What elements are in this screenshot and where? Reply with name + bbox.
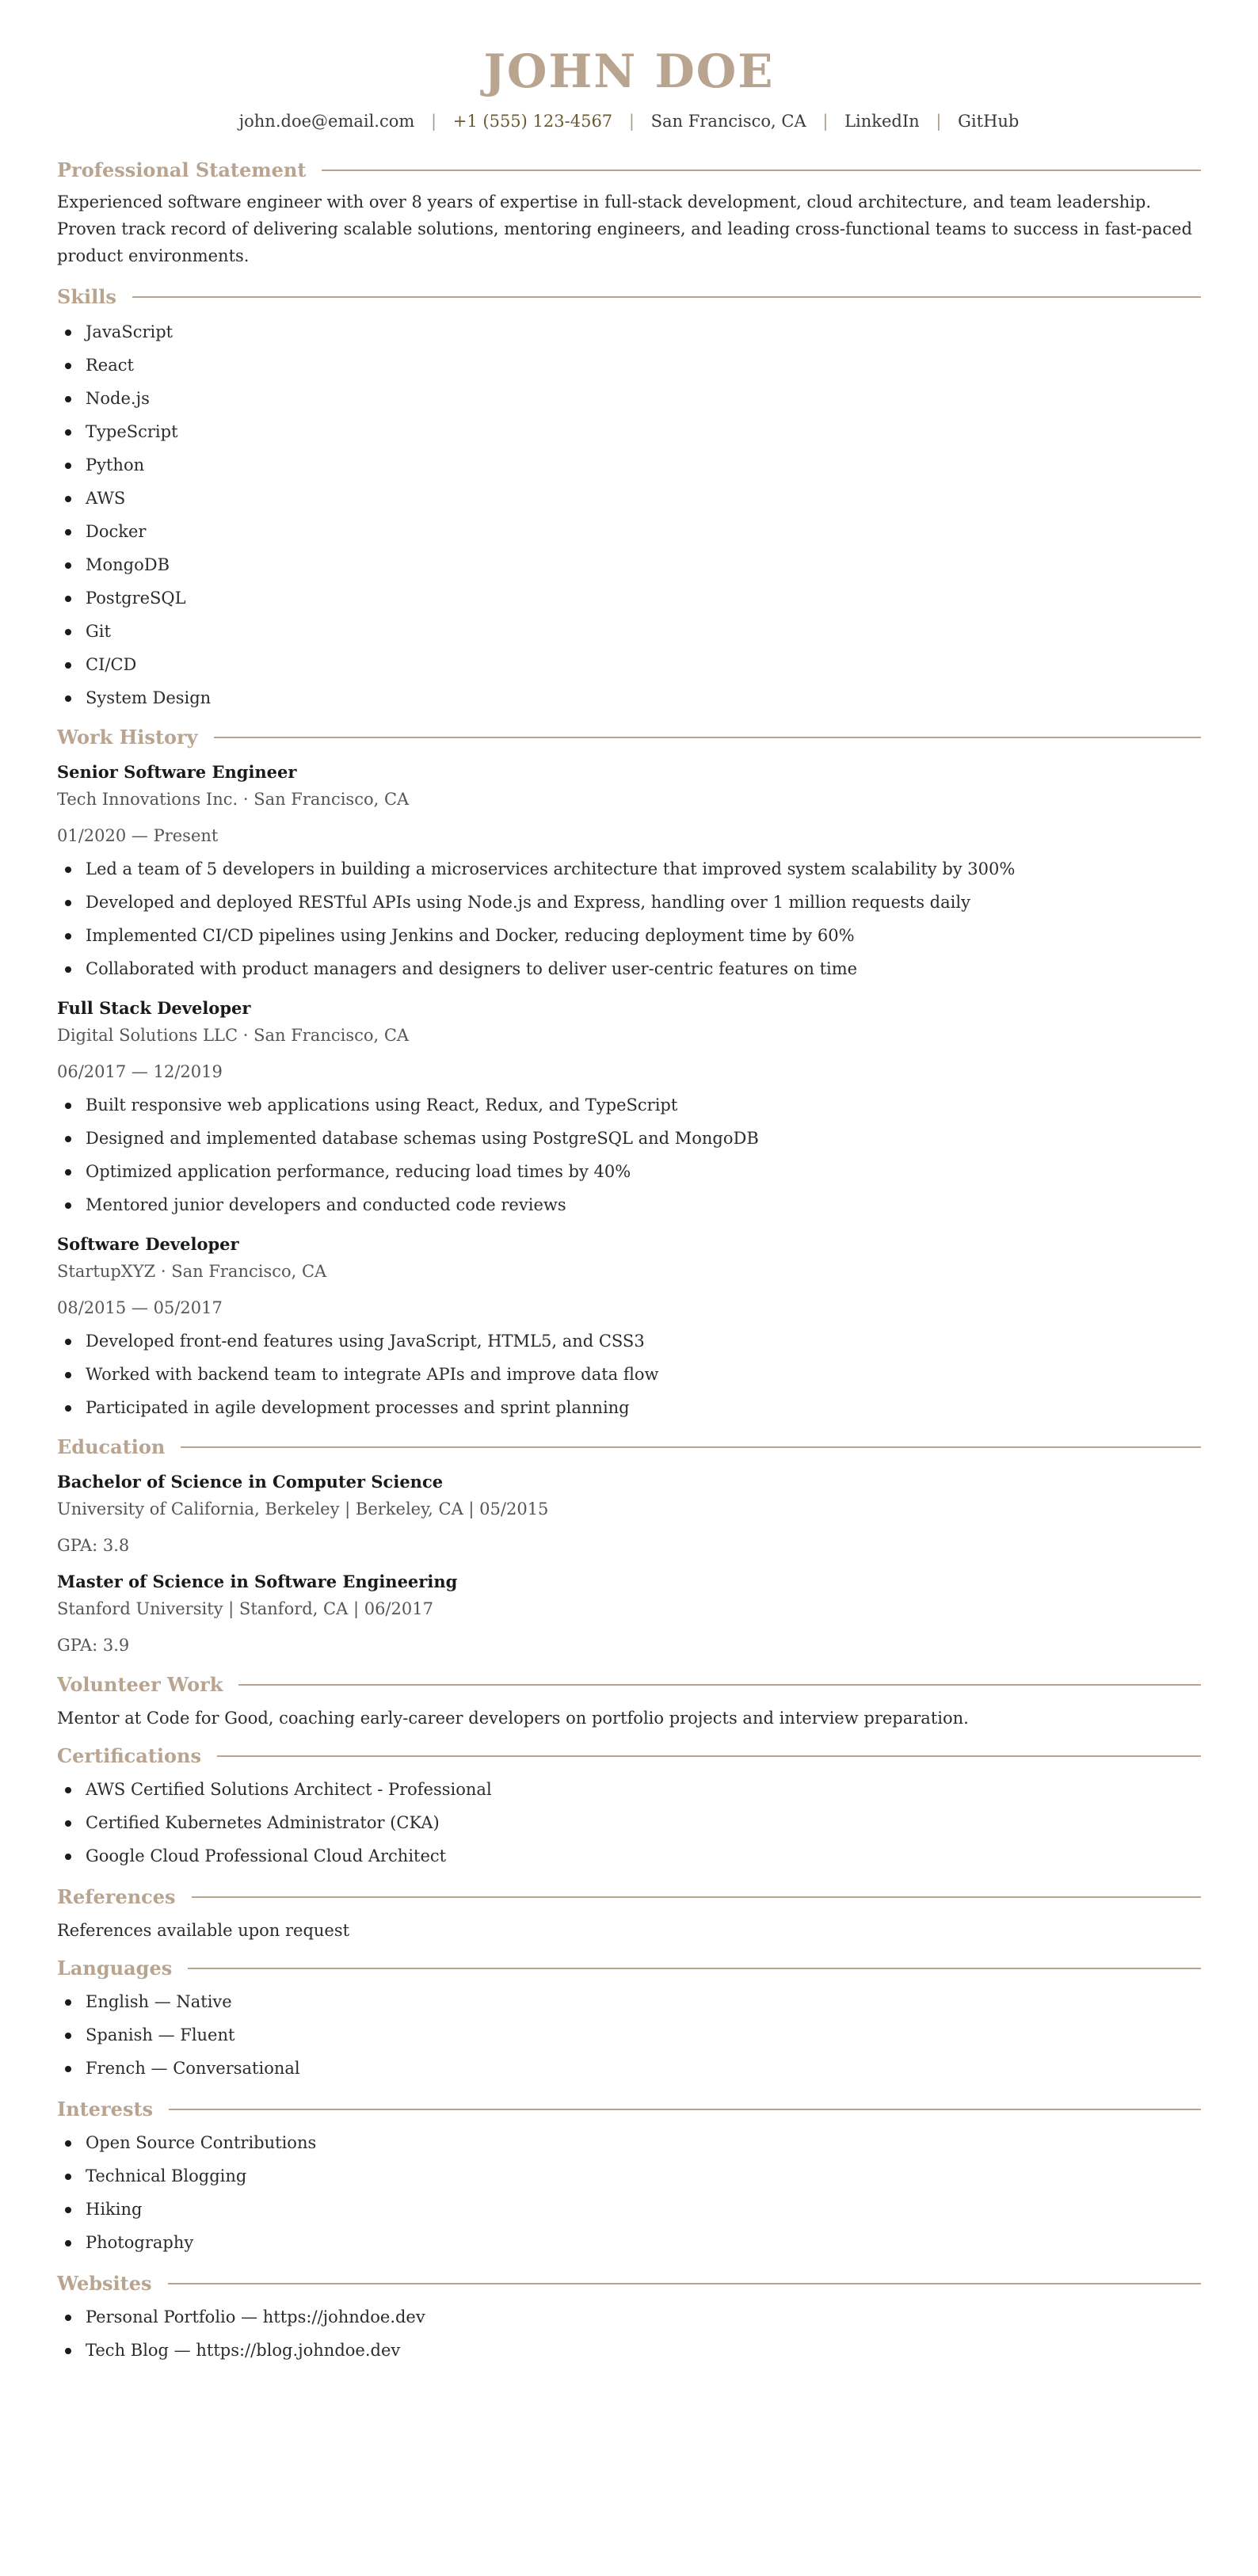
job-entry xyxy=(57,995,1201,1221)
section-divider xyxy=(322,170,1201,171)
job-dates: 06/2017 — 12/2019 xyxy=(57,1062,223,1081)
school-line: Stanford University | Stanford, CA | 06/2017 xyxy=(57,1599,433,1618)
section-title: Interests xyxy=(57,2097,154,2121)
volunteer-section xyxy=(57,1670,1201,1732)
certification-item: Google Cloud Professional Cloud Architect xyxy=(86,1839,1201,1873)
job-company: Digital Solutions LLC · San Francisco, CA xyxy=(57,1026,410,1045)
education-section xyxy=(57,1432,1201,1659)
certifications-section xyxy=(57,1741,1201,1873)
interest-item: Photography xyxy=(86,2226,1201,2259)
section-title: Professional Statement xyxy=(57,158,307,181)
job-bullets xyxy=(57,852,1201,985)
section-header xyxy=(57,2094,1201,2123)
job-bullet: Optimized application performance, reducing load times by 40% xyxy=(86,1155,1201,1188)
gpa-text: GPA: 3.8 xyxy=(57,1536,130,1555)
skill-item: PostgreSQL xyxy=(86,581,1201,615)
section-divider xyxy=(132,296,1201,298)
certification-item: AWS Certified Solutions Architect - Professional xyxy=(86,1773,1201,1806)
section-divider xyxy=(217,1755,1201,1757)
contact-github-link[interactable]: GitHub xyxy=(958,112,1020,131)
job-bullet: Designed and implemented database schemas using PostgreSQL and MongoDB xyxy=(86,1122,1201,1155)
degree-title: Bachelor of Science in Computer Science xyxy=(57,1472,444,1492)
section-divider xyxy=(181,1446,1201,1448)
contact-separator: | xyxy=(936,112,942,131)
website-link[interactable]: Tech Blog — https://blog.johndoe.dev xyxy=(86,2334,1201,2367)
job-bullet: Worked with backend team to integrate APIs and improve data flow xyxy=(86,1358,1201,1391)
contact-separator: | xyxy=(822,112,829,131)
section-header xyxy=(57,1882,1201,1911)
job-company: Tech Innovations Inc. · San Francisco, CA xyxy=(57,790,410,809)
job-bullet: Implemented CI/CD pipelines using Jenkins and Docker, reducing deployment time by 60% xyxy=(86,919,1201,952)
interest-item: Technical Blogging xyxy=(86,2159,1201,2193)
statement-section xyxy=(57,155,1201,269)
section-header xyxy=(57,1432,1201,1461)
job-bullet: Participated in agile development processes and sprint planning xyxy=(86,1391,1201,1424)
section-divider xyxy=(168,2283,1201,2284)
skill-item: MongoDB xyxy=(86,548,1201,581)
website-link[interactable]: Personal Portfolio — https://johndoe.dev xyxy=(86,2300,1201,2334)
gpa-text: GPA: 3.9 xyxy=(57,1636,130,1655)
section-title: Skills xyxy=(57,284,116,308)
section-title: Certifications xyxy=(57,1743,202,1767)
skill-item: System Design xyxy=(86,681,1201,714)
section-title: Education xyxy=(57,1435,166,1458)
section-title: Volunteer Work xyxy=(57,1672,223,1696)
job-bullets xyxy=(57,1088,1201,1221)
skill-item: CI/CD xyxy=(86,648,1201,681)
volunteer-text: Mentor at Code for Good, coaching early-career developers on portfolio projects and interview preparation. xyxy=(57,1709,969,1728)
school-line: University of California, Berkeley | Berkeley, CA | 05/2015 xyxy=(57,1499,549,1519)
job-title: Software Developer xyxy=(57,1234,239,1254)
job-bullet: Developed and deployed RESTful APIs using Node.js and Express, handling over 1 million requests daily xyxy=(86,886,1201,919)
languages-list xyxy=(57,1985,1201,2085)
contact-phone[interactable]: +1 (555) 123-4567 xyxy=(452,112,613,131)
section-divider xyxy=(169,2109,1201,2110)
skills-list xyxy=(57,315,1201,714)
job-entry xyxy=(57,759,1201,985)
websites-list xyxy=(57,2300,1201,2367)
contact-linkedin-link[interactable]: LinkedIn xyxy=(844,112,920,131)
skill-item: Node.js xyxy=(86,382,1201,415)
job-title: Full Stack Developer xyxy=(57,998,251,1018)
job-bullet: Led a team of 5 developers in building a microservices architecture that improved system scalability by 300% xyxy=(86,852,1201,886)
section-divider xyxy=(238,1684,1201,1686)
job-bullet: Built responsive web applications using React, Redux, and TypeScript xyxy=(86,1088,1201,1122)
education-entry xyxy=(57,1469,1201,1559)
work-section xyxy=(57,722,1201,1424)
section-header xyxy=(57,722,1201,751)
job-company: StartupXYZ · San Francisco, CA xyxy=(57,1262,327,1281)
contact-email[interactable]: john.doe@email.com xyxy=(238,112,415,131)
section-header xyxy=(57,155,1201,184)
section-title: References xyxy=(57,1884,176,1908)
section-header xyxy=(57,2269,1201,2297)
resume-name: JOHN DOE xyxy=(483,44,775,98)
section-header xyxy=(57,1953,1201,1982)
interests-section xyxy=(57,2094,1201,2259)
interest-item: Hiking xyxy=(86,2193,1201,2226)
certification-item: Certified Kubernetes Administrator (CKA) xyxy=(86,1806,1201,1839)
job-dates: 01/2020 — Present xyxy=(57,826,219,845)
skill-item: AWS xyxy=(86,482,1201,515)
job-bullet: Mentored junior developers and conducted code reviews xyxy=(86,1188,1201,1221)
language-item: Spanish — Fluent xyxy=(86,2018,1201,2052)
references-text: References available upon request xyxy=(57,1921,350,1940)
section-divider xyxy=(188,1968,1201,1969)
languages-section xyxy=(57,1953,1201,2085)
skill-item: TypeScript xyxy=(86,415,1201,448)
skills-section xyxy=(57,282,1201,714)
job-dates: 08/2015 — 05/2017 xyxy=(57,1298,223,1317)
job-bullet: Collaborated with product managers and designers to deliver user-centric features on time xyxy=(86,952,1201,985)
interests-list xyxy=(57,2126,1201,2259)
section-title: Websites xyxy=(57,2271,152,2295)
websites-section xyxy=(57,2269,1201,2367)
job-bullets xyxy=(57,1324,1201,1424)
section-divider xyxy=(192,1896,1201,1898)
section-divider xyxy=(214,737,1201,738)
job-bullet: Developed front-end features using JavaScript, HTML5, and CSS3 xyxy=(86,1324,1201,1358)
contact-location: San Francisco, CA xyxy=(650,112,806,131)
degree-title: Master of Science in Software Engineering xyxy=(57,1572,458,1591)
certifications-list xyxy=(57,1773,1201,1873)
section-title: Languages xyxy=(57,1956,173,1980)
references-section xyxy=(57,1882,1201,1944)
statement-text: Experienced software engineer with over 8 years of expertise in full-stack development, cloud architecture, and team leadership. Proven track record of delivering scalable solutions, mentoring engineers, and leading cross-functional teams to success in fast-paced product environments. xyxy=(57,192,1192,265)
skill-item: JavaScript xyxy=(86,315,1201,349)
section-title: Work History xyxy=(57,725,198,749)
contact-line xyxy=(57,109,1201,133)
section-header xyxy=(57,1741,1201,1770)
interest-item: Open Source Contributions xyxy=(86,2126,1201,2159)
skill-item: Python xyxy=(86,448,1201,482)
skill-item: Git xyxy=(86,615,1201,648)
contact-separator: | xyxy=(628,112,635,131)
education-entry xyxy=(57,1568,1201,1659)
contact-separator: | xyxy=(431,112,437,131)
language-item: French — Conversational xyxy=(86,2052,1201,2085)
section-header xyxy=(57,1670,1201,1698)
job-title: Senior Software Engineer xyxy=(57,762,297,782)
job-entry xyxy=(57,1231,1201,1424)
section-header xyxy=(57,282,1201,311)
language-item: English — Native xyxy=(86,1985,1201,2018)
skill-item: React xyxy=(86,349,1201,382)
skill-item: Docker xyxy=(86,515,1201,548)
